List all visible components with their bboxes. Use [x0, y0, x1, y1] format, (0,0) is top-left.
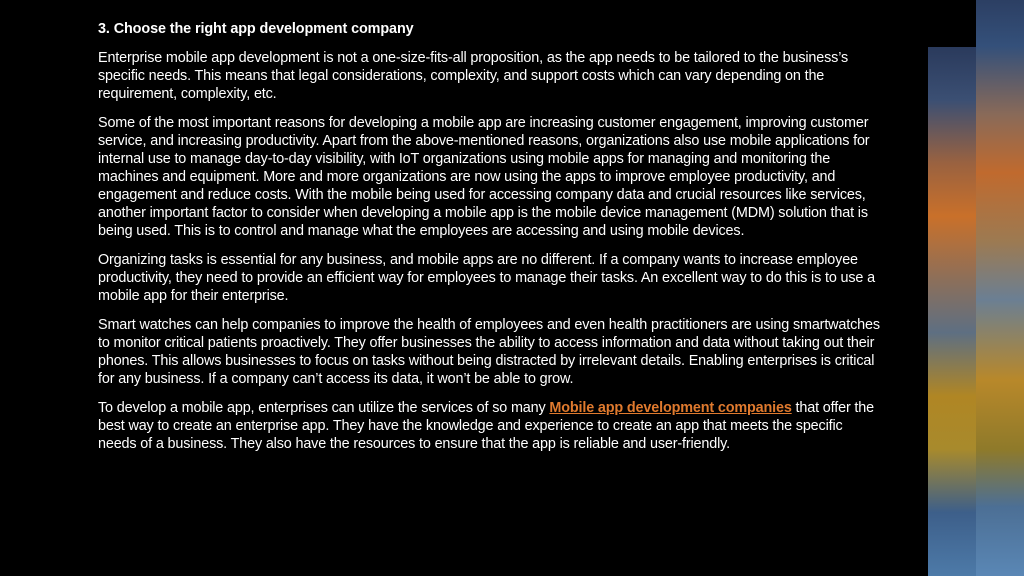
- section-heading: 3. Choose the right app development company: [98, 21, 414, 37]
- paragraph-1: Enterprise mobile app development is not a one-size-fits-all proposition, as the app needs to be tailored to the business’s specific needs. This means that legal considerations, complexity, and support costs which can vary depending on the requirement, complexity, etc.: [98, 50, 849, 102]
- paragraph-5-text-after: that offer the best way to create an enterprise app. They have the knowledge and experience to create an app that meets the specific needs of a business. They also have the resources to ensure that the app is reliable and user-friendly.: [98, 400, 874, 452]
- document-body: [98, 19, 882, 464]
- paragraph-2: Some of the most important reasons for developing a mobile app are increasing customer engagement, improving customer service, and increasing productivity. Apart from the above-mentioned reasons, organizations also use mobile applications for internal use to manage day-to-day visibility, with IoT organizations using mobile apps for managing and monitoring the machines and equipment. More and more organizations are now using the apps to improve employee productivity, and engagement and reduce costs. With the mobile being used for accessing company data and crucial resources like services, another important factor to consider when developing a mobile app is the mobile device management (MDM) solution that is being used. This is to control and manage what the employees are accessing and using mobile devices.: [98, 115, 870, 239]
- mobile-app-development-companies-link[interactable]: Mobile app development companies: [549, 400, 792, 416]
- decorative-gradient-stripe-front: [928, 47, 976, 576]
- paragraph-4: Smart watches can help companies to improve the health of employees and even health practitioners are using smartwatches to monitor critical patients proactively. They offer businesses the ability to access information and data without taking out their phones. This allows businesses to focus on tasks without being distracted by irrelevant details. Enabling enterprises is critical for any business. If a company can’t access its data, it won’t be able to grow.: [98, 317, 880, 387]
- paragraph-3: Organizing tasks is essential for any business, and mobile apps are no different. If a company wants to increase employee productivity, they need to provide an efficient way for employees to manage their tasks. An excellent way to do this is to use a mobile app for their enterprise.: [98, 252, 875, 304]
- decorative-gradient-stripe-back: [976, 0, 1024, 576]
- paragraph-5-text-before: To develop a mobile app, enterprises can utilize the services of so many: [98, 400, 550, 416]
- paragraph-5: [98, 399, 882, 453]
